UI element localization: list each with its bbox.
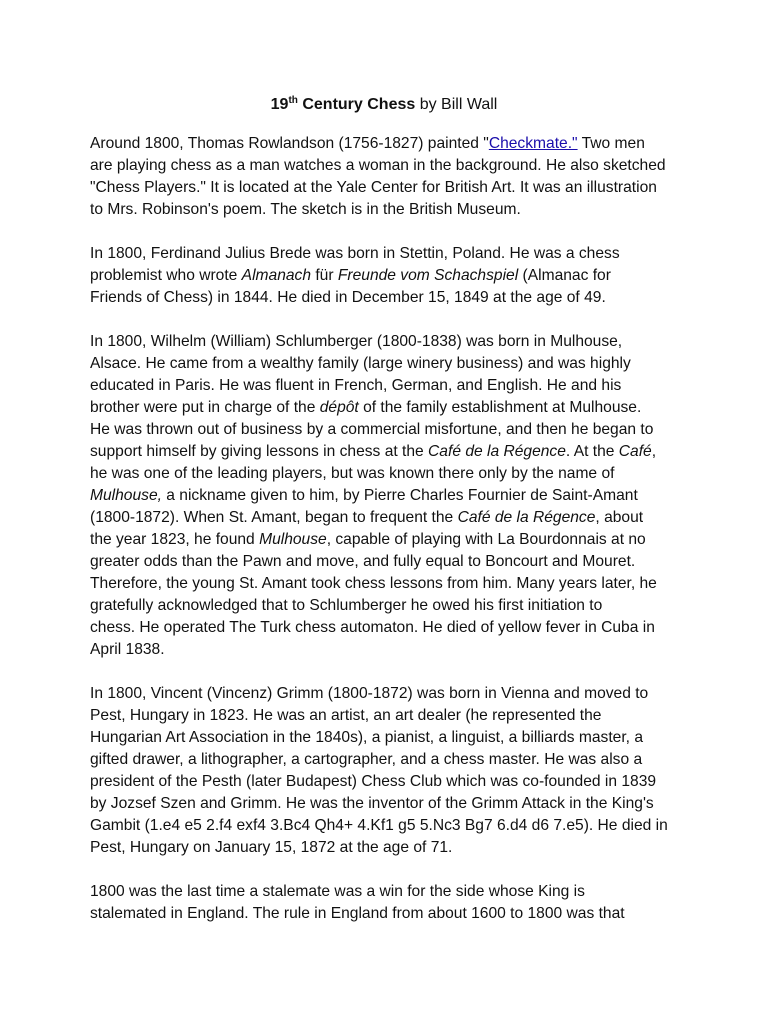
text-line: Therefore, the young St. Amant took chess lessons from him. Many years later, he bbox=[90, 575, 657, 592]
text-line: by Jozsef Szen and Grimm. He was the inventor of the Grimm Attack in the King's bbox=[90, 795, 654, 812]
text-line: Hungarian Art Association in the 1840s), a pianist, a linguist, a billiards master, a bbox=[90, 729, 644, 746]
text-line bbox=[90, 529, 682, 551]
text-line bbox=[90, 441, 682, 463]
text-line bbox=[90, 133, 682, 155]
text-line: stalemated in England. The rule in England from about 1600 to 1800 was that bbox=[90, 905, 625, 922]
text-run: problemist who wrote bbox=[90, 267, 242, 284]
italic-text: Freunde vom Schachspiel bbox=[337, 267, 519, 284]
title-main: Century Chess bbox=[297, 96, 416, 113]
italic-text: Café de la Régence bbox=[457, 509, 596, 526]
text-line: educated in Paris. He was fluent in French, German, and English. He and his bbox=[90, 377, 622, 394]
text-line: chess. He operated The Turk chess automaton. He died of yellow fever in Cuba in bbox=[90, 619, 655, 636]
text-run: a nickname given to him, by Pierre Charles Fournier de Saint-Amant bbox=[161, 487, 638, 504]
text-line: greater odds than the Pawn and move, and fully equal to Boncourt and Mouret. bbox=[90, 553, 636, 570]
document-title bbox=[0, 95, 768, 115]
italic-text: Café de la Régence bbox=[428, 443, 566, 460]
text-run: brother were put in charge of the bbox=[90, 399, 320, 416]
text-line: Alsace. He came from a wealthy family (large winery business) and was highly bbox=[90, 355, 631, 372]
text-line: 1800 was the last time a stalemate was a win for the side whose King is bbox=[90, 883, 585, 900]
paragraph-stalemate bbox=[90, 881, 682, 925]
text-run: , bbox=[651, 443, 657, 460]
text-line bbox=[90, 265, 682, 287]
text-line: Friends of Chess) in 1844. He died in December 15, 1849 at the age of 49. bbox=[90, 289, 606, 306]
text-line: are playing chess as a man watches a woman in the background. He also sketched bbox=[90, 157, 666, 174]
italic-text: Mulhouse, bbox=[90, 487, 162, 504]
text-line: In 1800, Ferdinand Julius Brede was born in Stettin, Poland. He was a chess bbox=[90, 245, 620, 262]
title-superscript: th bbox=[288, 95, 298, 106]
paragraph-brede bbox=[90, 243, 682, 309]
text-line: "Chess Players." It is located at the Yale Center for British Art. It was an illustration bbox=[90, 179, 657, 196]
title-byline: by Bill Wall bbox=[415, 96, 498, 113]
text-line bbox=[90, 507, 682, 529]
text-run: (1800-1872). When St. Amant, began to frequent the bbox=[90, 509, 458, 526]
italic-text: Mulhouse bbox=[259, 531, 327, 548]
text-line bbox=[90, 397, 682, 419]
text-line: In 1800, Vincent (Vincenz) Grimm (1800-1872) was born in Vienna and moved to bbox=[90, 685, 649, 702]
text-line: gifted drawer, a lithographer, a cartographer, and a chess master. He was also a bbox=[90, 751, 643, 768]
text-line: He was thrown out of business by a commercial misfortune, and then he began to bbox=[90, 421, 654, 438]
text-run: Two men bbox=[577, 135, 645, 152]
document-body bbox=[90, 133, 682, 947]
text-line: he was one of the leading players, but was known there only by the name of bbox=[90, 465, 615, 482]
paragraph-grimm bbox=[90, 683, 682, 859]
text-line: president of the Pesth (later Budapest) Chess Club which was co-founded in 1839 bbox=[90, 773, 657, 790]
paragraph-schlumberger bbox=[90, 331, 682, 661]
text-line: In 1800, Wilhelm (William) Schlumberger (1800-1838) was born in Mulhouse, bbox=[90, 333, 623, 350]
text-run: . At the bbox=[565, 443, 619, 460]
text-line bbox=[90, 485, 682, 507]
text-run: , capable of playing with La Bourdonnais at no bbox=[326, 531, 646, 548]
text-line: Pest, Hungary in 1823. He was an artist, an art dealer (he represented the bbox=[90, 707, 602, 724]
text-line: April 1838. bbox=[90, 641, 165, 658]
title-number: 19 bbox=[270, 96, 289, 113]
italic-text: dépôt bbox=[319, 399, 359, 416]
paragraph-rowlandson bbox=[90, 133, 682, 221]
text-run: support himself by giving lessons in chess at the bbox=[90, 443, 429, 460]
text-line: to Mrs. Robinson's poem. The sketch is in the British Museum. bbox=[90, 201, 521, 218]
italic-text: Almanach bbox=[241, 267, 312, 284]
text-run: , about bbox=[595, 509, 644, 526]
text-run: the year 1823, he found bbox=[90, 531, 260, 548]
checkmate-link[interactable]: Checkmate." bbox=[488, 135, 578, 152]
text-run: für bbox=[311, 267, 338, 284]
text-run: (Almanac for bbox=[518, 267, 611, 284]
text-run: of the family establishment at Mulhouse. bbox=[358, 399, 642, 416]
text-line: Gambit (1.e4 e5 2.f4 exf4 3.Bc4 Qh4+ 4.Kf1 g5 5.Nc3 Bg7 6.d4 d6 7.e5). He died in bbox=[90, 817, 668, 834]
italic-text: Café bbox=[618, 443, 652, 460]
text-line: Pest, Hungary on January 15, 1872 at the age of 71. bbox=[90, 839, 453, 856]
text-run: Around 1800, Thomas Rowlandson (1756-1827) painted " bbox=[90, 135, 489, 152]
text-line: gratefully acknowledged that to Schlumberger he owed his first initiation to bbox=[90, 597, 603, 614]
